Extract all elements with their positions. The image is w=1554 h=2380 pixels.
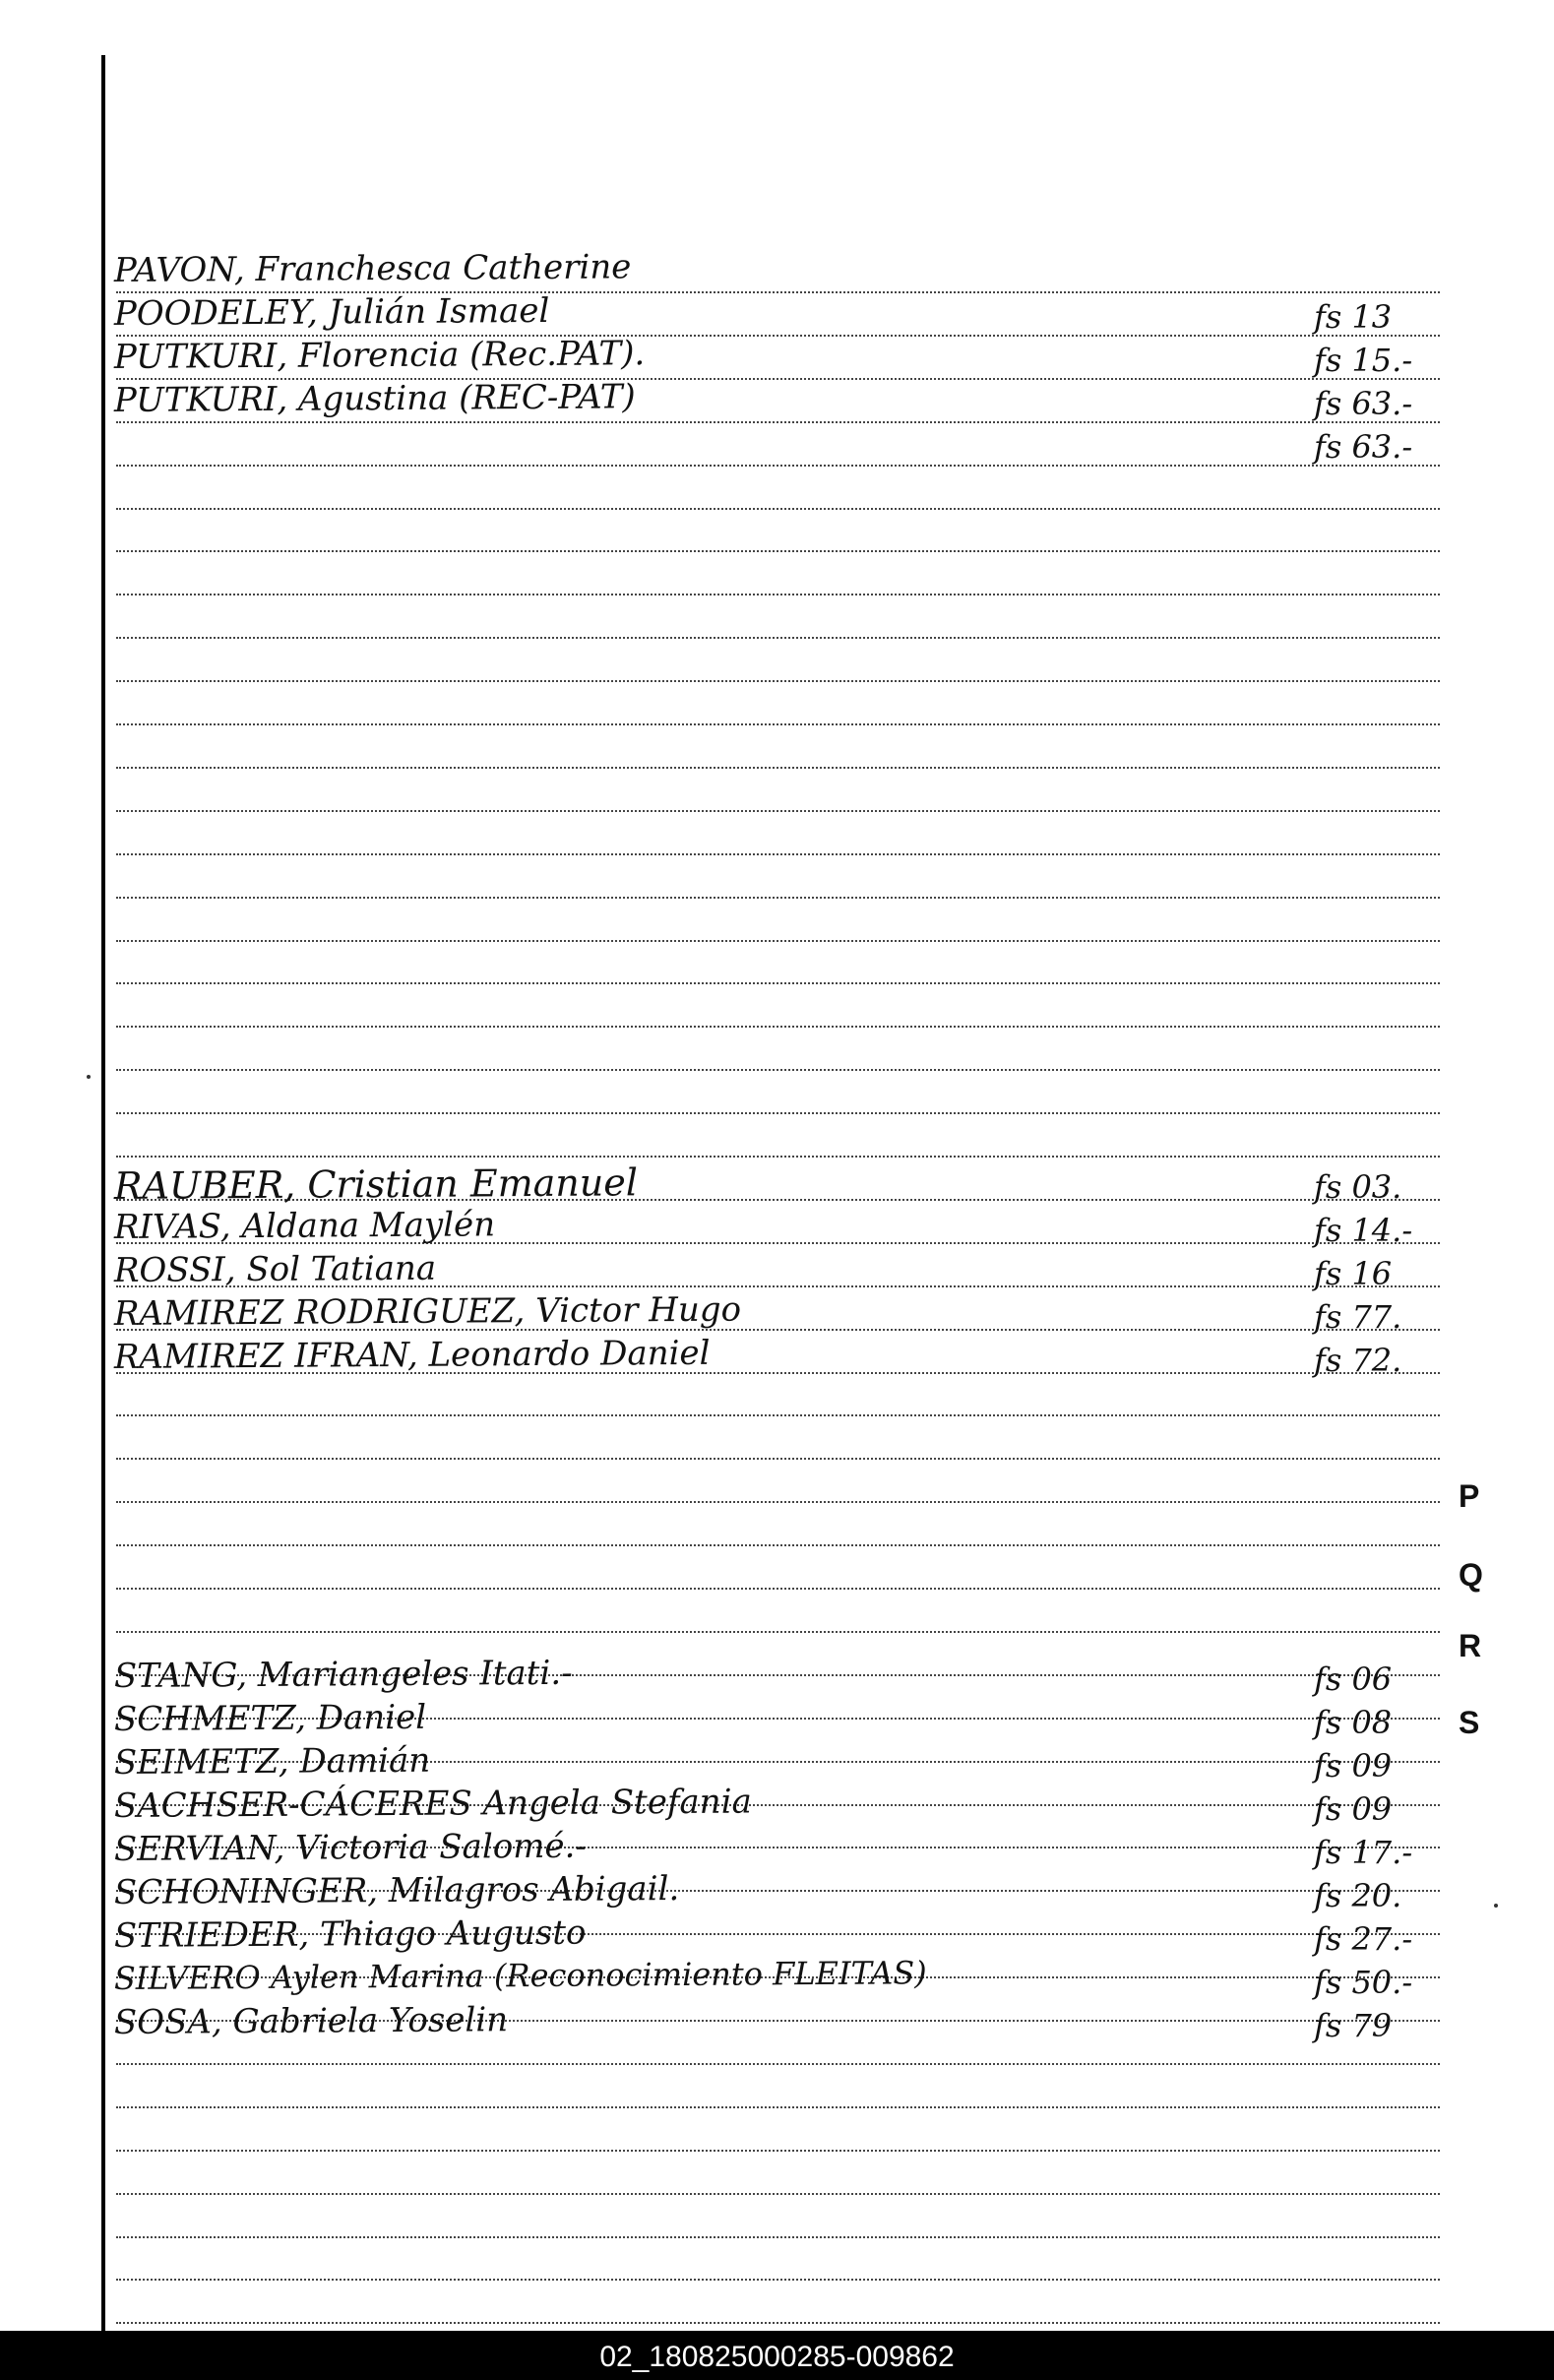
- ruled-line: [116, 1631, 1440, 1633]
- ruled-line: [116, 1156, 1440, 1158]
- ruled-line: [116, 1501, 1440, 1503]
- ruled-line: [116, 680, 1440, 682]
- index-letter-s: S: [1459, 1705, 1480, 1740]
- entry-name: RIVAS, Aldana Maylén: [113, 1205, 496, 1247]
- ruled-line: [116, 594, 1440, 595]
- ruled-line: [116, 2150, 1440, 2152]
- index-letter-r: R: [1459, 1628, 1482, 1663]
- index-letter-p: P: [1459, 1478, 1480, 1514]
- entry-folio: fs 09: [1314, 1747, 1393, 1785]
- ruled-line: [116, 853, 1440, 855]
- entry-name: SERVIAN, Victoria Salomé.-: [113, 1826, 588, 1869]
- entry-folio: fs 13: [1314, 298, 1393, 336]
- ruled-line: [116, 1414, 1440, 1416]
- entry-name: POODELEY, Julián Ismael: [113, 290, 550, 334]
- entry-folio: fs 63.-: [1314, 385, 1413, 422]
- entry-folio: fs 20.: [1314, 1877, 1402, 1914]
- ruled-line: [116, 2063, 1440, 2065]
- ruled-line: [116, 550, 1440, 552]
- entry-name: RAMIREZ RODRIGUEZ, Victor Hugo: [113, 1289, 742, 1334]
- footer-code: 02_180825000285-009862: [599, 2341, 955, 2373]
- ruled-line: [116, 940, 1440, 942]
- entry-folio: fs 03.: [1314, 1168, 1402, 1206]
- ruled-line: [116, 2322, 1440, 2324]
- entry-name: SACHSER-CÁCERES Angela Stefania: [113, 1782, 752, 1826]
- scan-speck: [87, 1075, 91, 1079]
- ruled-line: [116, 1458, 1440, 1460]
- index-letter-q: Q: [1459, 1557, 1483, 1593]
- ruled-line: [116, 1588, 1440, 1590]
- entry-name: SILVERO Aylen Marina (Reconocimiento FLEITAS): [113, 1954, 927, 1997]
- entry-name: PUTKURI, Agustina (REC-PAT): [113, 377, 636, 420]
- entry-name: PUTKURI, Florencia (Rec.PAT).: [113, 334, 646, 377]
- ruled-line: [116, 2236, 1440, 2238]
- entry-folio: fs 15.-: [1314, 342, 1413, 379]
- ruled-line: [116, 637, 1440, 639]
- entry-folio: fs 50.-: [1314, 1964, 1413, 2001]
- entry-folio: fs 06: [1314, 1660, 1393, 1698]
- ruled-line: [116, 2279, 1440, 2281]
- entry-name: SCHONINGER, Milagros Abigail.: [113, 1868, 680, 1912]
- left-margin-line: [101, 55, 105, 2331]
- ruled-line: [116, 767, 1440, 769]
- ruled-line: [116, 1112, 1440, 1114]
- entry-name: ROSSI, Sol Tatiana: [113, 1248, 437, 1290]
- entry-folio: fs 14.-: [1314, 1212, 1413, 1249]
- entry-name: SEIMETZ, Damián: [113, 1740, 431, 1783]
- ruled-line: [116, 2106, 1440, 2108]
- ruled-line: [116, 982, 1440, 984]
- entry-folio: fs 16: [1314, 1255, 1393, 1292]
- entry-name: SOSA, Gabriela Yoselin: [113, 2000, 509, 2042]
- ruled-line: [116, 465, 1440, 467]
- ruled-line: [116, 810, 1440, 812]
- entry-folio: fs 72.: [1314, 1342, 1402, 1379]
- entry-folio: fs 08: [1314, 1704, 1393, 1741]
- ruled-line: [116, 1544, 1440, 1546]
- entry-folio: fs 63.-: [1314, 428, 1413, 466]
- entry-folio: fs 77.: [1314, 1298, 1402, 1336]
- entry-folio: fs 79: [1314, 2007, 1393, 2044]
- entry-name: RAMIREZ IFRAN, Leonardo Daniel: [113, 1333, 711, 1377]
- ruled-line: [116, 723, 1440, 725]
- ruled-line: [116, 1026, 1440, 1028]
- entry-folio: fs 17.-: [1314, 1834, 1413, 1871]
- ruled-line: [116, 508, 1440, 510]
- ruled-line: [116, 2193, 1440, 2195]
- entry-name: RAUBER, Cristian Emanuel: [113, 1160, 639, 1208]
- entry-name: SCHMETZ, Daniel: [113, 1697, 427, 1739]
- entry-name: PAVON, Franchesca Catherine: [113, 247, 632, 290]
- entry-folio: fs 09: [1314, 1790, 1393, 1828]
- ruled-line: [116, 421, 1440, 423]
- ruled-line: [116, 897, 1440, 899]
- ruled-line: [116, 1069, 1440, 1071]
- entry-folio: fs 27.-: [1314, 1920, 1413, 1958]
- entry-name: STRIEDER, Thiago Augusto: [113, 1912, 587, 1956]
- scan-speck: [1494, 1904, 1498, 1908]
- entry-name: STANG, Mariangeles Itati.-: [113, 1653, 573, 1696]
